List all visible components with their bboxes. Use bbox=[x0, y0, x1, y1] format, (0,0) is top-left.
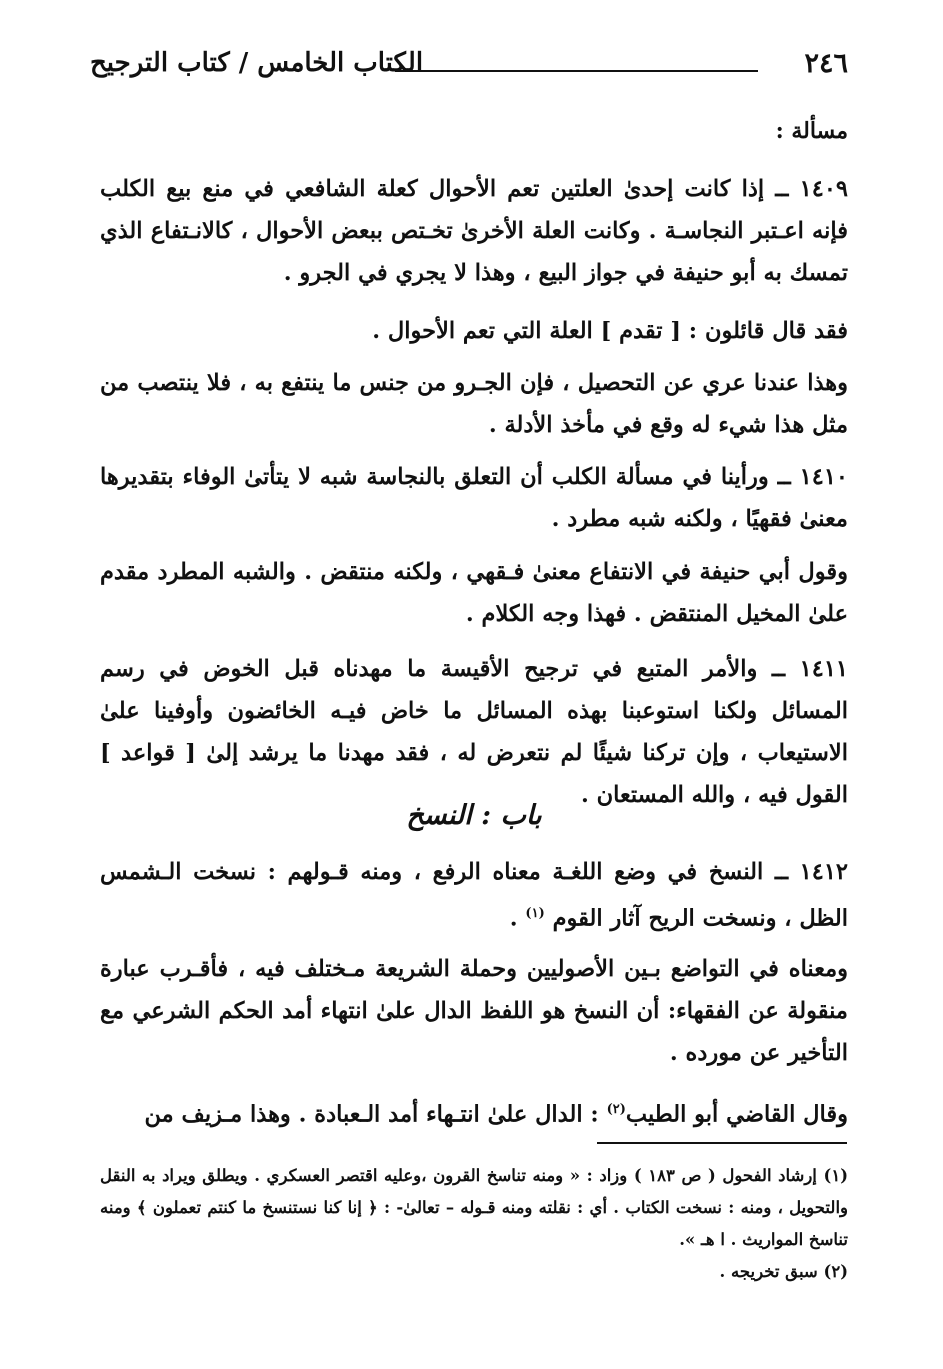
chapter-title: باب : النسخ bbox=[406, 800, 542, 831]
chapter-title-block bbox=[100, 800, 848, 831]
paragraph-text bbox=[100, 851, 848, 940]
header-rule bbox=[395, 70, 758, 72]
paragraph-qadi bbox=[100, 1089, 848, 1136]
paragraph-definition bbox=[100, 948, 848, 1074]
paragraph-text-main: ١٤١٢ ــ النسخ في وضع اللغـة معناه الرفع ، ومنه قـولهم : نسخت الـشمس الظل ، ونسخت الريح آثار القوم bbox=[100, 859, 848, 932]
footnote-rule bbox=[597, 1142, 847, 1144]
paragraph-text-end: . bbox=[509, 905, 526, 932]
paragraph-1410 bbox=[100, 456, 848, 540]
paragraph-text-rest: : الدال علىٰ انتـهاء أمد الـعبادة . وهذا مـزيف من bbox=[144, 1101, 607, 1128]
page-header bbox=[90, 44, 848, 88]
paragraph-text bbox=[100, 1089, 848, 1136]
paragraph-text: وقول أبي حنيفة في الانتفاع معنىٰ فـقهي ، ولكنه منتقض . والشبه المطرد مقدم علىٰ المخيل المنتقض . فهذا وجه الكلام . bbox=[100, 559, 848, 627]
paragraph-abu-hanifa bbox=[100, 551, 848, 635]
paragraph-text: ١٤١٠ ــ ورأينا في مسألة الكلب أن التعلق بالنجاسة شبه لا يتأتىٰ الوفاء بتقديرها معنىٰ فقهيًا ، ولكنه شبه مطرد . bbox=[100, 464, 848, 532]
running-title: الكتاب الخامس / كتاب الترجيح bbox=[90, 48, 424, 78]
paragraph-text: وهذا عندنا عري عن التحصيل ، فإن الجـرو من جنس ما ينتفع به ، فلا ينتصب من مثل هذا شيء له وقع في مأخذ الأدلة . bbox=[100, 370, 848, 438]
paragraph-opinion bbox=[100, 310, 848, 352]
section-heading: مسألة : bbox=[775, 118, 848, 144]
footnote-1: (١) إرشاد الفحول ( ص ١٨٣ ) وزاد : « ومنه تناسخ القرون ،وعليه اقتصر العسكري . ويطلق ويراد به النقل والتحويل ، ومنه : نسخت الكتاب . أي : نقلته ومنه قـوله – تعالىٰ- : ﴿ إنا كنا نستنسخ ما كنتم تعملون ﴾ ومنه تناسخ المواريث . ا هـ ». bbox=[100, 1166, 848, 1249]
footnote-2: (٢) سبق تخريجه . bbox=[719, 1262, 848, 1281]
paragraph-text: فقد قال قائلون : [ تقدم ] العلة التي تعم الأحوال . bbox=[372, 318, 848, 344]
paragraph-text: ١٤١١ ــ والأمر المتبع في ترجيح الأقيسة ما مهدناه قبل الخوض في رسم المسائل ولكنا استوعبنا بهذه المسائل ما خاض فيـه الخائضون وأوفينا علىٰ الاستيعاب ، وإن تركنا شيئًا لم نتعرض له ، فقد مهدنا ما يرشد إلىٰ [ قواعد ] القول فيه ، والله المستعان . bbox=[100, 656, 848, 808]
section-heading-block bbox=[100, 118, 848, 144]
paragraph-text-start: وقال القاضي أبو الطيب bbox=[625, 1101, 848, 1128]
page-number: ٢٤٦ bbox=[804, 48, 848, 79]
footnote-ref-1[interactable]: (١) bbox=[525, 906, 545, 921]
footnote-ref-2[interactable]: (٢) bbox=[606, 1102, 626, 1117]
paragraph-1409 bbox=[100, 168, 848, 294]
paragraph-1411 bbox=[100, 648, 848, 816]
paragraph-1412 bbox=[100, 851, 848, 940]
paragraph-text: ومعناه في التواضع بـين الأصوليين وحملة الشريعة مـختلف فيه ، فأقـرب عبارة منقولة عن الفقهاء: أن النسخ هو اللفظ الدال علىٰ انتهاء أمد الحكم الشرعي مع التأخير عن مورده . bbox=[100, 956, 848, 1066]
paragraph-text: ١٤٠٩ ــ إذا كانت إحدىٰ العلتين تعم الأحوال كعلة الشافعي في منع بيع الكلب فإنه اعـتبر النجاسـة . وكانت العلة الأخرىٰ تخـتص ببعض الأحوال ، كالانـتفاع الذي تمسك به أبو حنيفة في جواز البيع ، وهذا لا يجري في الجرو . bbox=[100, 176, 848, 286]
footnotes bbox=[100, 1160, 848, 1288]
paragraph-rebuttal bbox=[100, 362, 848, 446]
